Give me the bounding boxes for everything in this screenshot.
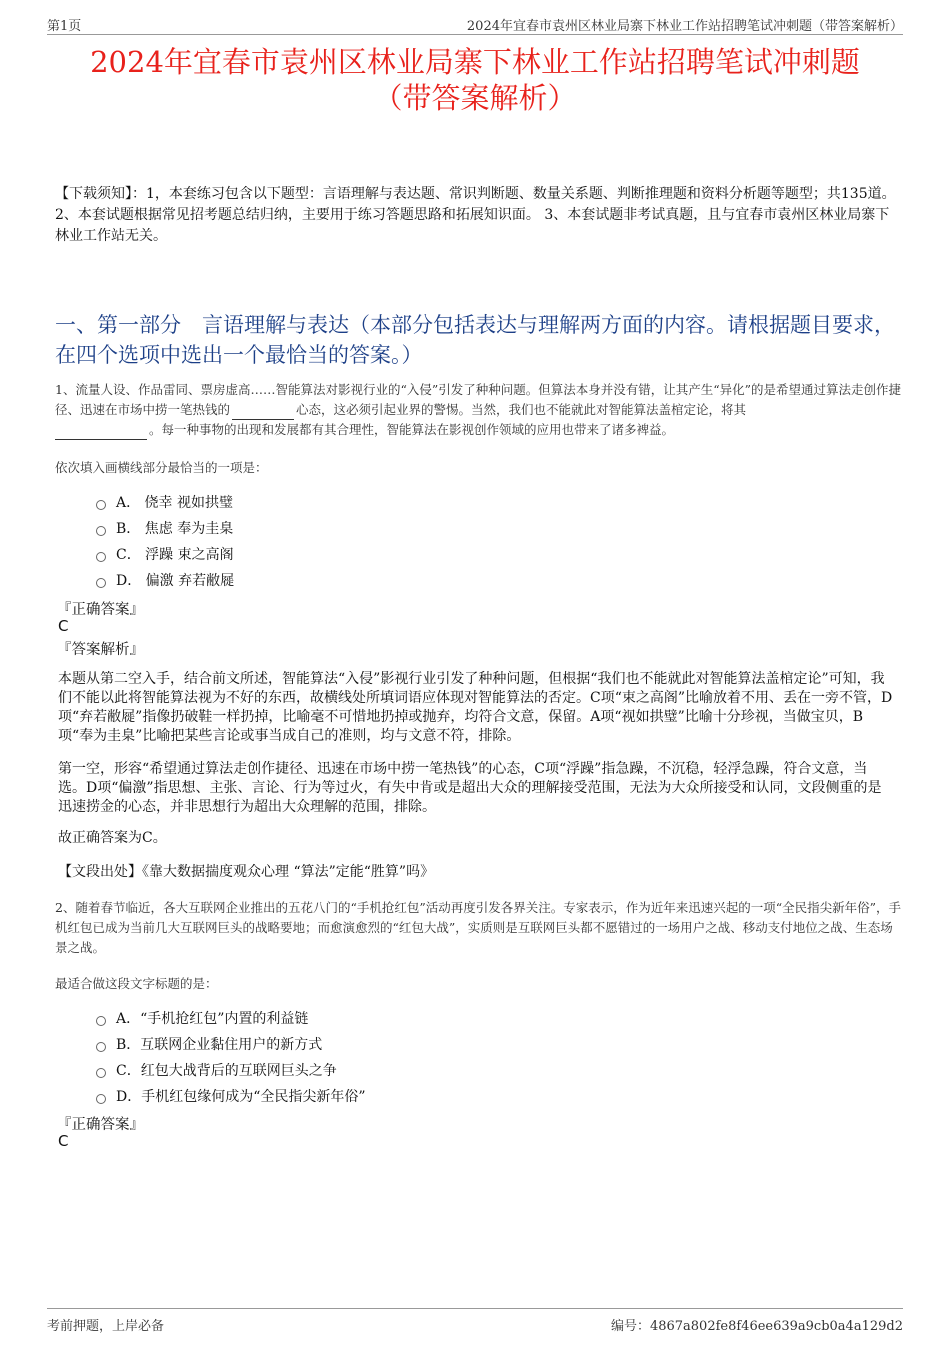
q2-option-b-label: B．互联网企业黏住用户的新方式 — [116, 1037, 323, 1053]
q1-analysis-paragraph-2: 第一空，形容“希望通过算法走创作捷径、迅速在市场中捞一笔热钱”的心态，C项“浮躁”指急躁，不沉稳，轻浮急躁，符合文意，当选。D项“偏激”指思想、主张、言论、行为等过火，有失中肯或是超出大众的理解接受范围，无法为大众所接受和认同，文段侧重的是迅速捞金的心态，并非思想行为超出大众理解的范围，排除。 — [58, 761, 882, 815]
q1-option-d[interactable] — [96, 570, 234, 590]
page-header — [47, 12, 903, 35]
radio-icon[interactable] — [96, 1068, 106, 1078]
question-2-stem: 2、随着春节临近，各大互联网企业推出的五花八门的“手机抢红包”活动再度引发各界关注。专家表示，作为近年来迅速兴起的一项“全民指尖新年俗”，手机红包已成为当前几大互联网巨头的战略要地；而愈演愈烈的“红包大战”，实质则是互联网巨头都不愿错过的一场用户之战、移动支付地位之战、生态场景之战。 — [55, 900, 902, 955]
q2-option-a-label: A．“手机抢红包”内置的利益链 — [116, 1011, 309, 1027]
q1-option-a[interactable] — [96, 492, 233, 512]
q1-option-a-label: A． 侥幸 视如拱璧 — [116, 495, 234, 511]
q1-analysis-paragraph-3: 故正确答案为C。 — [58, 830, 167, 846]
q2-option-c[interactable] — [96, 1060, 337, 1080]
q1-source: 【文段出处】《靠大数据揣度观众心理 “算法”定能“胜算”吗》 — [58, 864, 435, 880]
q1-option-b-label: B． 焦虑 奉为圭臬 — [116, 521, 234, 537]
section-heading: 一、第一部分 言语理解与表达（本部分包括表达与理解两方面的内容。请根据题目要求，在四个选项中选出一个最恰当的答案。） — [55, 313, 895, 367]
q2-option-a[interactable] — [96, 1008, 308, 1028]
download-notice: 【下载须知】：1，本套练习包含以下题型：言语理解与表达题、常识判断题、数量关系题、判断推理题和资料分析题等题型；共135道。 2、本套试题根据常见招考题总结归纳，主要用于练习答题思路和拓展知识面。 3、本套试题非考试真题，且与宜春市袁州区林业局寨下林业工作站无关。 — [55, 186, 896, 244]
question-1-stem-part-a: 1、流量人设、作品雷同、票房虚高……智能算法对影视行业的“入侵”引发了种种问题。但算法本身并没有错，让其产生“异化”的是希望通过算法走创作捷径、迅速在市场中捞一笔热钱的 — [55, 382, 902, 417]
q2-option-b[interactable] — [96, 1034, 322, 1054]
header-doc-title: 2024年宜春市袁州区林业局寨下林业工作站招聘笔试冲刺题（带答案解析） — [466, 19, 903, 34]
q2-answer-label: 『正确答案』 — [57, 1117, 144, 1133]
radio-icon[interactable] — [96, 1016, 106, 1026]
q1-analysis-label: 『答案解析』 — [57, 642, 144, 658]
radio-icon[interactable] — [96, 1094, 106, 1104]
title-line-1: 2024年宜春市袁州区林业局寨下林业工作站招聘笔试冲刺题 — [90, 45, 860, 79]
q1-analysis-paragraph-1: 本题从第二空入手，结合前文所述，智能算法“入侵”影视行业引发了种种问题，但根据“我们也不能就此对智能算法盖棺定论”可知，我们不能以此将智能算法视为不好的东西，故横线处所填词语应体现对智能算法的否定。C项“束之高阁”比喻放着不用、丢在一旁不管，D项“弃若敝屣”指像扔破鞋一样扔掉，比喻毫不可惜地扔掉或抛弃，均符合文意，保留。A项“视如拱璧”比喻十分珍视，当做宝贝，B项“奉为圭臬”比喻把某些言论或事当成自己的准则，均与文意不符，排除。 — [58, 671, 893, 744]
fill-blank-1 — [232, 405, 294, 420]
question-1-stem — [55, 380, 902, 440]
q1-option-c-label: C． 浮躁 束之高阁 — [116, 547, 234, 563]
question-1-stem-part-b: 心态，这必须引起业界的警惕。当然，我们也不能就此对智能算法盖棺定论，将其 — [296, 402, 747, 417]
footer-code: 编号：4867a802fe8f46ee639a9cb0a4a129d2 — [610, 1319, 903, 1334]
q2-option-d[interactable] — [96, 1086, 366, 1106]
q2-answer: C — [58, 1132, 69, 1150]
q1-answer: C — [58, 617, 69, 635]
q2-option-d-label: D．手机红包缘何成为“全民指尖新年俗” — [116, 1089, 366, 1105]
footer-slogan: 考前押题，上岸必备 — [47, 1319, 165, 1334]
document-title — [40, 44, 910, 116]
question-1-stem-part-c: 。每一种事物的出现和发展都有其合理性，智能算法在影视创作领域的应用也带来了诸多裨益。 — [149, 422, 675, 437]
radio-icon[interactable] — [96, 500, 106, 510]
radio-icon[interactable] — [96, 1042, 106, 1052]
question-1-prompt: 依次填入画横线部分最恰当的一项是： — [55, 460, 268, 475]
q1-option-b[interactable] — [96, 518, 233, 538]
q2-option-c-label: C．红包大战背后的互联网巨头之争 — [116, 1063, 337, 1079]
radio-icon[interactable] — [96, 552, 106, 562]
radio-icon[interactable] — [96, 578, 106, 588]
question-2-prompt: 最适合做这段文字标题的是： — [55, 976, 218, 991]
radio-icon[interactable] — [96, 526, 106, 536]
title-line-2: （带答案解析） — [373, 81, 577, 115]
q1-option-d-label: D． 偏激 弃若敝屣 — [116, 573, 235, 589]
fill-blank-2 — [55, 425, 147, 440]
q1-option-c[interactable] — [96, 544, 234, 564]
q1-answer-label: 『正确答案』 — [57, 602, 144, 618]
page-number: 第1页 — [47, 19, 82, 34]
page-footer — [47, 1308, 903, 1335]
